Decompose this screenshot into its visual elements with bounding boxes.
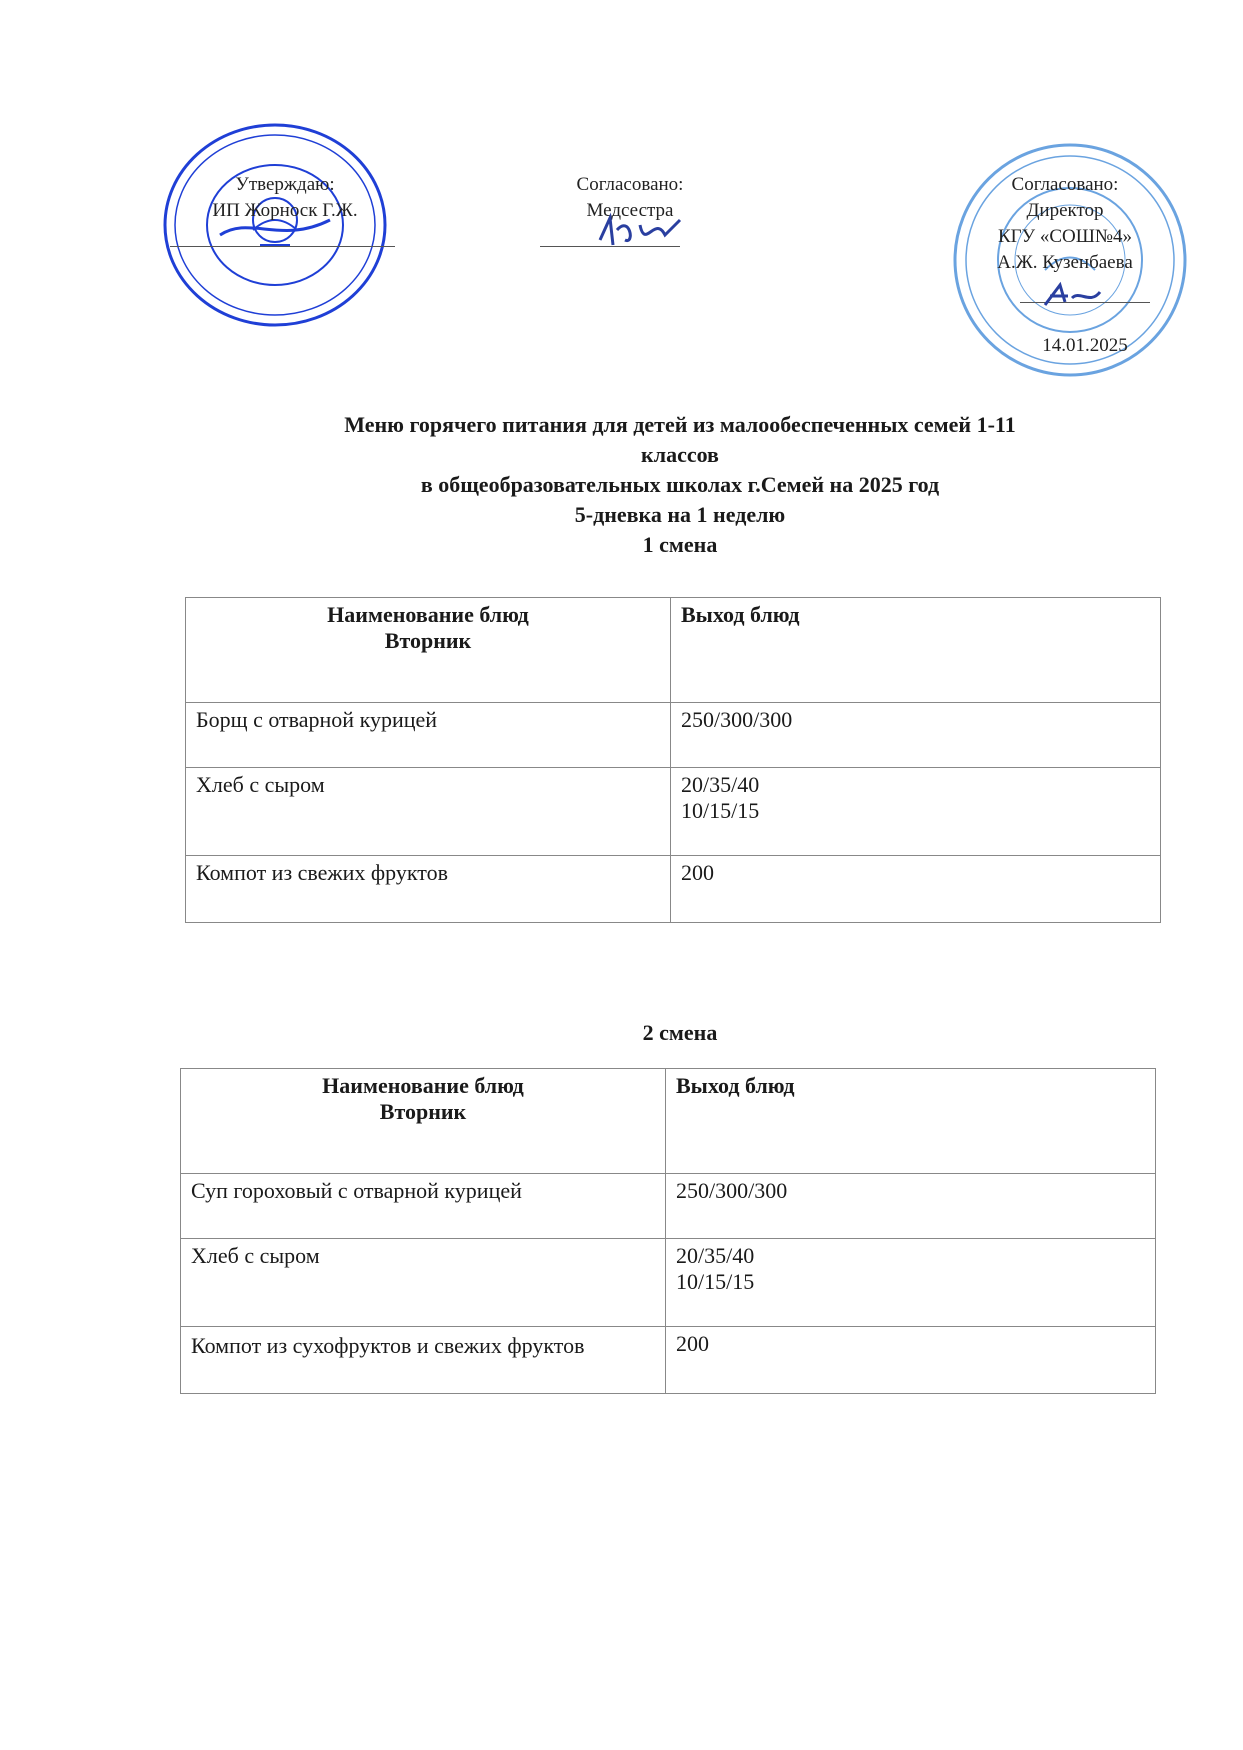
dish-yield [671,703,1161,768]
approval-right-date: 14.01.2025 [1042,335,1128,356]
dish-yield-value: 20/35/40 [681,772,760,797]
table-header-row [186,598,1161,703]
title-line-4: 5-дневка на 1 неделю [574,502,786,527]
table-row [186,856,1161,923]
dish-yield-value-2: 10/15/15 [681,798,760,823]
table-row [186,703,1161,768]
approval-left-person: ИП Жорноск Г.Ж. [212,200,358,221]
table-row [181,1327,1156,1394]
approval-right-label: Согласовано: [1011,174,1119,195]
document-title [200,410,1160,560]
dish-name: Суп гороховый с отварной курицей [181,1174,666,1239]
header-day-text: Вторник [384,628,472,653]
table-header-row [181,1069,1156,1174]
shift-2-label: 2 смена [642,1020,718,1045]
dish-yield-value: 250/300/300 [676,1178,788,1203]
signature-line-left [170,246,395,247]
dish-yield [666,1174,1156,1239]
title-line-1: Меню горячего питания для детей из малообеспеченных семей 1-11 [344,412,1016,437]
header-dish-name [181,1069,666,1174]
menu-table-shift-1 [185,597,1161,923]
dish-yield-value: 200 [676,1331,709,1356]
approval-right-org: КГУ «СОШ№4» [997,226,1133,247]
header-dish-name-text: Наименование блюд [327,602,529,627]
dish-yield-value: 200 [681,860,714,885]
table-row [181,1239,1156,1327]
dish-yield [671,768,1161,856]
approval-right-person: А.Ж. Кузенбаева [997,252,1133,273]
header-day-text: Вторник [379,1099,467,1124]
approval-middle-label: Согласовано: [576,174,684,195]
signature-middle [595,210,685,255]
dish-yield-value-2: 10/15/15 [676,1269,755,1294]
dish-name: Хлеб с сыром [181,1239,666,1327]
header-yield: Выход блюд [671,598,1161,703]
approval-middle-person: Медсестра [586,200,674,221]
approval-right-position: Директор [1026,200,1104,221]
signature-right [1040,280,1110,310]
stamp-left [160,120,390,330]
approval-left-label: Утверждаю: [235,174,335,195]
table-row [186,768,1161,856]
header-yield: Выход блюд [666,1069,1156,1174]
approval-left [180,172,390,224]
table-row [181,1174,1156,1239]
dish-yield [666,1239,1156,1327]
dish-yield [666,1327,1156,1394]
title-line-3: в общеобразовательных школах г.Семей на 2025 год [420,472,940,497]
dish-name: Компот из сухофруктов и свежих фруктов [181,1327,666,1394]
title-line-2: классов [641,442,719,467]
dish-name: Хлеб с сыром [186,768,671,856]
header-dish-name-text: Наименование блюд [322,1073,524,1098]
dish-name: Борщ с отварной курицей [186,703,671,768]
dish-name: Компот из свежих фруктов [186,856,671,923]
dish-yield-value: 20/35/40 [676,1243,755,1268]
dish-yield [671,856,1161,923]
approval-right [945,172,1185,276]
title-line-5: 1 смена [642,532,718,557]
header-dish-name [186,598,671,703]
dish-yield-value: 250/300/300 [681,707,793,732]
menu-table-shift-2 [180,1068,1156,1394]
